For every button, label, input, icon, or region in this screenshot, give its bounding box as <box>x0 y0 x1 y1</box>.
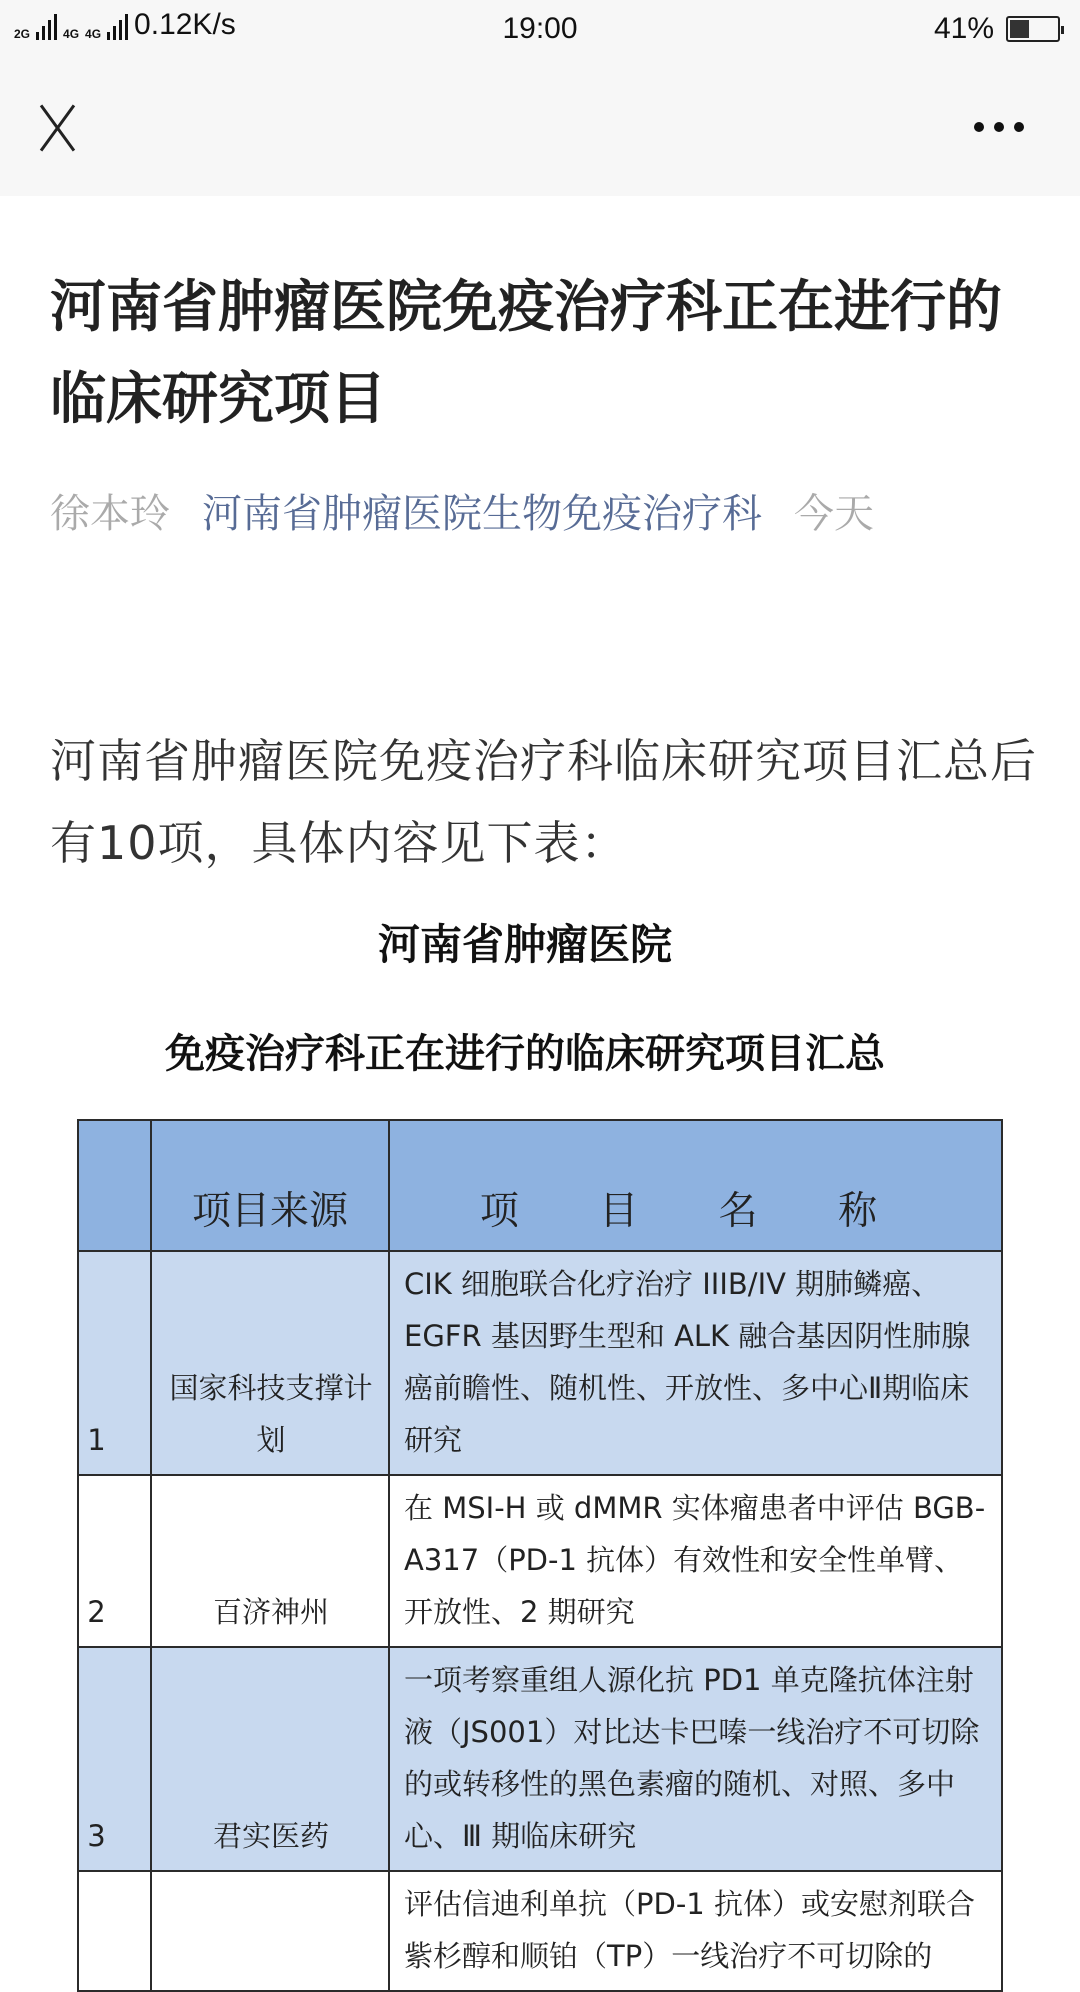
table-subheading: 免疫治疗科正在进行的临床研究项目汇总 <box>165 1031 885 1077</box>
signal-4g-label-2: 4G <box>85 27 102 41</box>
nav-bar <box>0 60 1080 196</box>
clock: 19:00 <box>502 12 578 45</box>
close-icon[interactable] <box>34 104 82 152</box>
signal-2g-label: 2G <box>14 27 31 41</box>
battery-percent: 41% <box>933 12 994 45</box>
row-number: 2 <box>78 1475 151 1647</box>
table-header-row <box>78 1120 1002 1251</box>
network-speed: 0.12K/s <box>134 8 236 41</box>
header-source: 项目来源 <box>151 1120 389 1251</box>
table-row <box>78 1871 1002 1991</box>
header-name: 项 目 名 称 <box>389 1120 1002 1251</box>
author: 徐本玲 <box>50 491 170 537</box>
battery-icon <box>1006 16 1060 42</box>
row-source <box>151 1871 389 1991</box>
more-icon[interactable] <box>974 122 1024 132</box>
row-name: 一项考察重组人源化抗 PD1 单克隆抗体注射液（JS001）对比达卡巴嗪一线治疗不可切除的或转移性的黑色素瘤的随机、对照、多中心、Ⅲ 期临床研究 <box>389 1647 1002 1871</box>
signal-4g-label: 4G <box>63 27 80 41</box>
row-number <box>78 1871 151 1991</box>
status-bar <box>0 0 1080 60</box>
row-number: 3 <box>78 1647 151 1871</box>
article-title: 河南省肿瘤医院免疫治疗科正在进行的临床研究项目 <box>50 275 1002 432</box>
row-number: 1 <box>78 1251 151 1475</box>
article-meta <box>50 482 874 539</box>
account-link[interactable]: 河南省肿瘤医院生物免疫治疗科 <box>202 491 762 537</box>
row-name: CIK 细胞联合化疗治疗 IIIB/IV 期肺鳞癌、EGFR 基因野生型和 ALK 融合基因阴性肺腺癌前瞻性、随机性、开放性、多中心Ⅱ期临床研究 <box>389 1251 1002 1475</box>
row-name: 评估信迪利单抗（PD-1 抗体）或安慰剂联合紫杉醇和顺铂（TP）一线治疗不可切除的 <box>389 1871 1002 1991</box>
publish-date: 今天 <box>794 491 874 537</box>
row-name: 在 MSI-H 或 dMMR 实体瘤患者中评估 BGB-A317（PD-1 抗体）有效性和安全性单臂、开放性、2 期研究 <box>389 1475 1002 1647</box>
table-row <box>78 1251 1002 1475</box>
row-source: 百济神州 <box>151 1475 389 1647</box>
header-number <box>78 1120 151 1251</box>
row-source: 国家科技支撑计划 <box>151 1251 389 1475</box>
intro-paragraph: 河南省肿瘤医院免疫治疗科临床研究项目汇总后有10项，具体内容见下表： <box>50 734 1037 870</box>
table-row <box>78 1647 1002 1871</box>
table-heading: 河南省肿瘤医院 <box>377 920 672 969</box>
row-source: 君实医药 <box>151 1647 389 1871</box>
projects-table <box>77 1119 1003 1992</box>
table-row <box>78 1475 1002 1647</box>
